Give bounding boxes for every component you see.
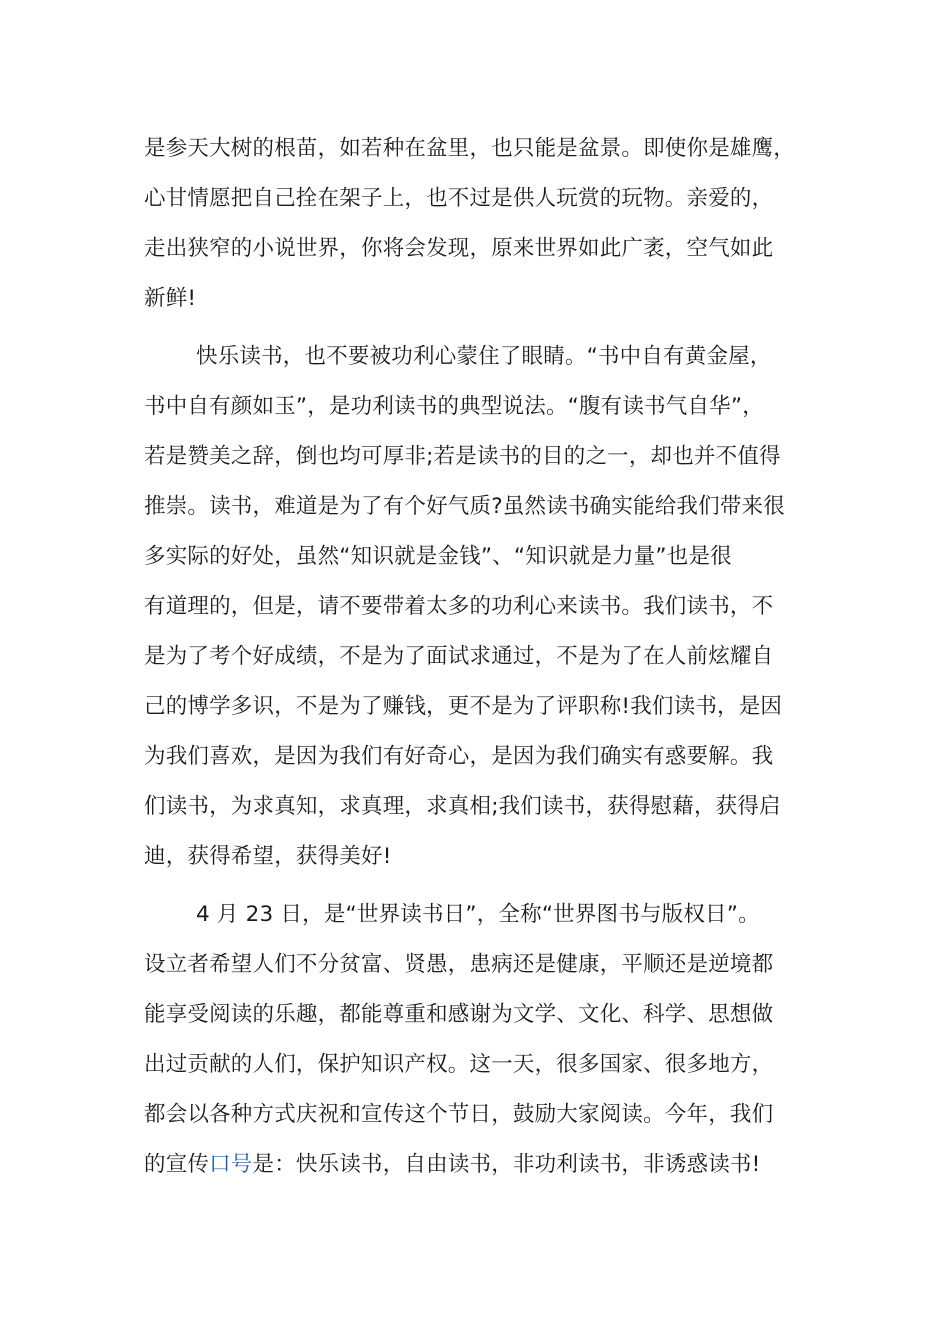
paragraph-2-line-11: 迪，获得希望，获得美好! bbox=[144, 844, 392, 869]
paragraph-2-line-6: 有道理的，但是，请不要带着太多的功利心来读书。我们读书，不 bbox=[144, 594, 774, 619]
paragraph-3-line-2: 设立者希望人们不分贫富、贤愚，患病还是健康，平顺还是逆境都 bbox=[144, 952, 774, 977]
paragraph-2-line-8: 己的博学多识，不是为了赚钱，更不是为了评职称!我们读书，是因 bbox=[144, 694, 783, 719]
paragraph-2-line-4: 推崇。读书，难道是为了有个好气质?虽然读书确实能给我们带来很 bbox=[144, 494, 785, 519]
paragraph-3-line-5: 都会以各种方式庆祝和宣传这个节日，鼓励大家阅读。今年，我们 bbox=[144, 1102, 774, 1127]
paragraph-3-line-4: 出过贡献的人们，保护知识产权。这一天，很多国家、很多地方， bbox=[144, 1052, 774, 1077]
paragraph-2-line-10: 们读书，为求真知，求真理，求真相;我们读书，获得慰藉，获得启 bbox=[144, 794, 781, 819]
paragraph-2-line-9: 为我们喜欢，是因为我们有好奇心，是因为我们确实有惑要解。我 bbox=[144, 744, 774, 769]
paragraph-3-line-1: 4 月 23 日，是“世界读书日”，全称“世界图书与版权日”。 bbox=[196, 902, 760, 927]
paragraph-1-line-3: 走出狭窄的小说世界，你将会发现，原来世界如此广袤，空气如此 bbox=[144, 236, 774, 261]
paragraph-3-line-6-before: 的宣传 bbox=[144, 1152, 210, 1177]
paragraph-3-line-3: 能享受阅读的乐趣，都能尊重和感谢为文学、文化、科学、思想做 bbox=[144, 1002, 774, 1027]
paragraph-2-line-7: 是为了考个好成绩，不是为了面试求通过，不是为了在人前炫耀自 bbox=[144, 644, 774, 669]
paragraph-2-line-2: 书中自有颜如玉”，是功利读书的典型说法。“腹有读书气自华”， bbox=[144, 394, 764, 419]
paragraph-2-line-5: 多实际的好处，虽然“知识就是金钱”、“知识就是力量”也是很 bbox=[144, 544, 732, 569]
slogan-link[interactable]: 口号 bbox=[209, 1152, 253, 1177]
paragraph-1-line-4: 新鲜! bbox=[144, 286, 197, 311]
paragraph-2-line-1: 快乐读书，也不要被功利心蒙住了眼睛。“书中自有黄金屋， bbox=[196, 344, 772, 369]
paragraph-3-line-6-after: 是：快乐读书，自由读书，非功利读书，非诱惑读书! bbox=[252, 1152, 761, 1177]
paragraph-1-line-2: 心甘情愿把自己拴在架子上，也不过是供人玩赏的玩物。亲爱的， bbox=[144, 186, 774, 211]
paragraph-3-line-6 bbox=[144, 1148, 760, 1182]
paragraph-2-line-3: 若是赞美之辞，倒也均可厚非;若是读书的目的之一，却也并不值得 bbox=[144, 444, 781, 469]
paragraph-1-line-1: 是参天大树的根苗，如若种在盆里，也只能是盆景。即使你是雄鹰， bbox=[144, 136, 796, 161]
